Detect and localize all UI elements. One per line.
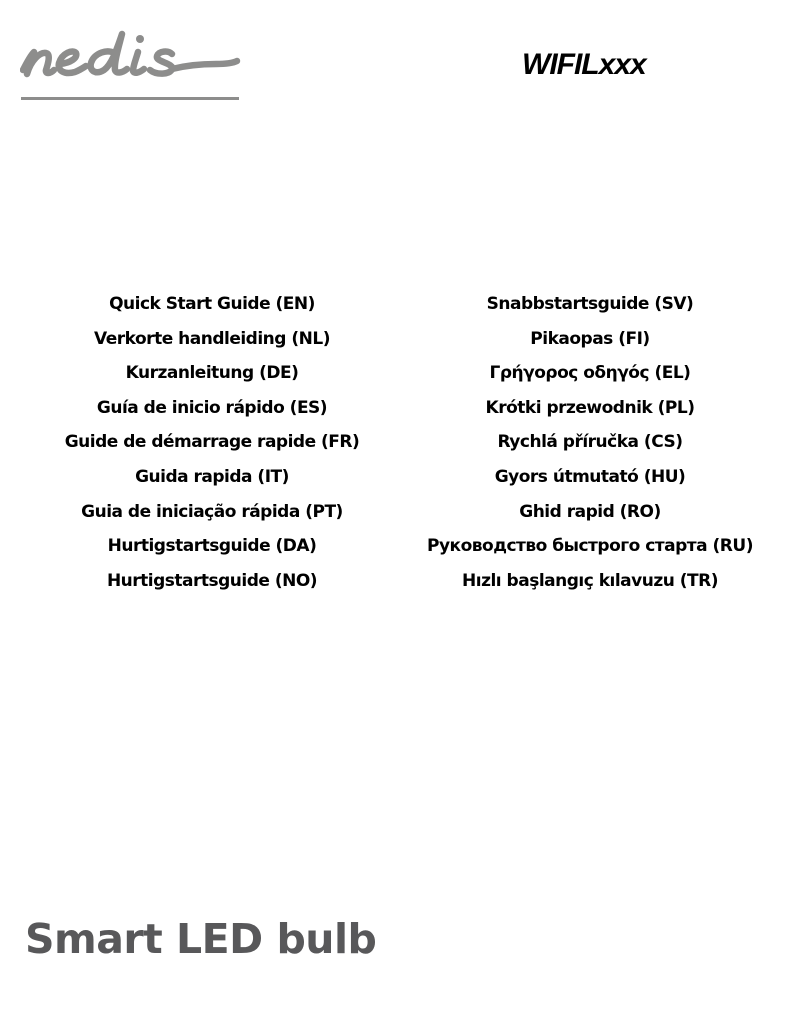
- guide-title-pt: Guia de iniciação rápida (PT): [81, 501, 343, 522]
- guide-title-ru: Руководство быстрого старта (RU): [427, 536, 753, 557]
- guide-title-pl: Krótki przewodnik (PL): [485, 397, 695, 418]
- guide-title-cs: Rychlá příručka (CS): [497, 432, 683, 453]
- guide-list-left: [12, 287, 412, 598]
- guide-title-fr: Guide de démarrage rapide (FR): [64, 432, 360, 453]
- guide-title-ro: Ghid rapid (RO): [519, 501, 661, 522]
- nedis-logo-graphic: [20, 22, 242, 104]
- guide-title-de: Kurzanleitung (DE): [125, 363, 299, 384]
- product-title: Smart LED bulb: [25, 915, 377, 963]
- guide-title-es: Guía de inicio rápido (ES): [96, 397, 328, 418]
- guide-title-nl: Verkorte handleiding (NL): [94, 328, 330, 349]
- guide-title-fi: Pikaopas (FI): [530, 328, 650, 349]
- guide-title-it: Guida rapida (IT): [135, 466, 289, 487]
- model-number: WIFILxxx: [522, 48, 646, 81]
- brand-logo: [20, 22, 242, 104]
- guide-title-el: Γρήγορος οδηγός (EL): [489, 363, 691, 384]
- guide-title-tr: Hızlı başlangıç kılavuzu (TR): [462, 570, 718, 591]
- guide-title-en: Quick Start Guide (EN): [109, 294, 315, 314]
- guide-title-sv: Snabbstartsguide (SV): [486, 294, 694, 314]
- guide-title-da: Hurtigstartsguide (DA): [107, 536, 317, 557]
- guide-title-hu: Gyors útmutató (HU): [494, 466, 686, 487]
- guide-title-no: Hurtigstartsguide (NO): [106, 570, 318, 591]
- guide-list-right: [396, 287, 784, 598]
- guide-language-list: [0, 287, 802, 597]
